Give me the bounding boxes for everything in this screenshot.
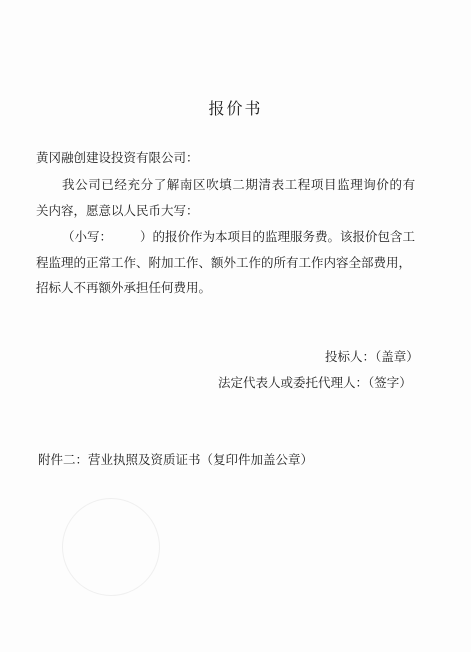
faint-stamp-mark xyxy=(62,498,160,596)
document-title: 报价书 xyxy=(208,99,263,118)
paragraph-2-line-2: 程监理的正常工作、附加工作、额外工作的所有工作内容全部费用， xyxy=(36,255,412,270)
bidder-signature: 投标人：（盖章） xyxy=(325,349,419,364)
paragraph-2-line-3: 招标人不再额外承担任何费用。 xyxy=(36,280,212,295)
amount-prefix: （小写： xyxy=(62,229,113,244)
representative-signature: 法定代表人或委托代理人：（签字） xyxy=(218,375,412,390)
paragraph-1-line-2: 关内容，愿意以人民币大写： xyxy=(36,203,199,218)
salutation: 黄冈融创建设投资有限公司： xyxy=(36,150,199,165)
amount-suffix: ）的报价作为本项目的监理服务费。该报价包含工 xyxy=(140,229,416,244)
paragraph-1-line-1: 我公司已经充分了解南区吹填二期清表工程项目监理询价的有 xyxy=(62,177,416,192)
attachment-note: 附件二：营业执照及资质证书（复印件加盖公章） xyxy=(38,452,314,467)
paragraph-2-line-1 xyxy=(62,229,415,245)
